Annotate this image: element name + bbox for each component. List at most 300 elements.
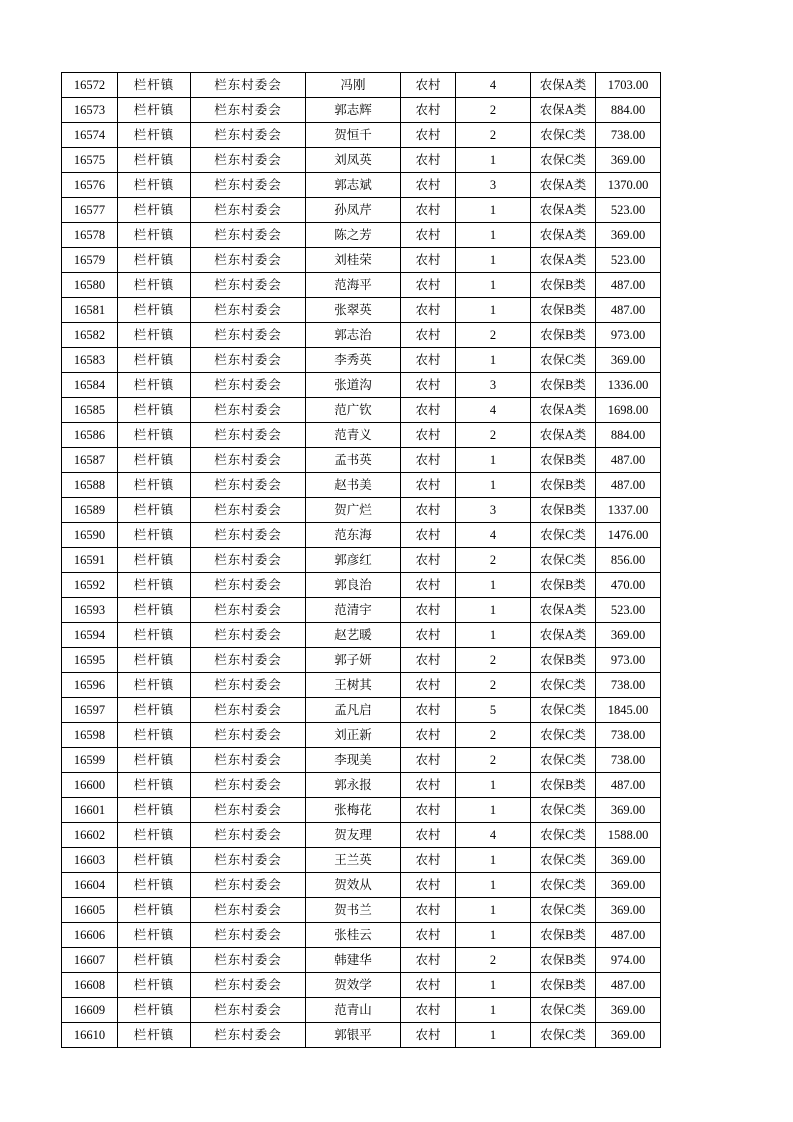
cell-person-count: 4 — [456, 823, 531, 848]
cell-town: 栏杆镇 — [118, 623, 191, 648]
cell-person-name: 郭志治 — [306, 323, 401, 348]
cell-person-name: 贺恒千 — [306, 123, 401, 148]
cell-person-name: 范海平 — [306, 273, 401, 298]
table-row — [62, 648, 661, 673]
cell-amount: 369.00 — [596, 1023, 661, 1048]
cell-village-committee: 栏东村委会 — [191, 198, 306, 223]
cell-town: 栏杆镇 — [118, 973, 191, 998]
cell-amount: 974.00 — [596, 948, 661, 973]
cell-village-committee: 栏东村委会 — [191, 298, 306, 323]
cell-insurance-category: 农保C类 — [531, 823, 596, 848]
table-body — [62, 73, 661, 1048]
cell-insurance-category: 农保C类 — [531, 673, 596, 698]
cell-amount: 1845.00 — [596, 698, 661, 723]
cell-village-committee: 栏东村委会 — [191, 373, 306, 398]
cell-town: 栏杆镇 — [118, 73, 191, 98]
cell-town: 栏杆镇 — [118, 448, 191, 473]
cell-household-type: 农村 — [401, 1023, 456, 1048]
cell-insurance-category: 农保C类 — [531, 123, 596, 148]
cell-town: 栏杆镇 — [118, 698, 191, 723]
cell-household-type: 农村 — [401, 898, 456, 923]
table-row — [62, 723, 661, 748]
cell-village-committee: 栏东村委会 — [191, 773, 306, 798]
cell-household-type: 农村 — [401, 548, 456, 573]
cell-amount: 470.00 — [596, 573, 661, 598]
cell-village-committee: 栏东村委会 — [191, 748, 306, 773]
cell-household-type: 农村 — [401, 348, 456, 373]
cell-town: 栏杆镇 — [118, 298, 191, 323]
cell-record-id: 16584 — [62, 373, 118, 398]
cell-village-committee: 栏东村委会 — [191, 498, 306, 523]
cell-household-type: 农村 — [401, 123, 456, 148]
cell-insurance-category: 农保C类 — [531, 798, 596, 823]
cell-person-count: 1 — [456, 998, 531, 1023]
table-row — [62, 173, 661, 198]
cell-record-id: 16602 — [62, 823, 118, 848]
cell-insurance-category: 农保B类 — [531, 973, 596, 998]
cell-insurance-category: 农保A类 — [531, 398, 596, 423]
cell-person-name: 范清宇 — [306, 598, 401, 623]
cell-insurance-category: 农保B类 — [531, 648, 596, 673]
cell-amount: 369.00 — [596, 998, 661, 1023]
cell-person-name: 范青义 — [306, 423, 401, 448]
cell-town: 栏杆镇 — [118, 898, 191, 923]
cell-household-type: 农村 — [401, 923, 456, 948]
cell-person-name: 孟书英 — [306, 448, 401, 473]
cell-amount: 487.00 — [596, 473, 661, 498]
cell-person-name: 王兰英 — [306, 848, 401, 873]
cell-town: 栏杆镇 — [118, 923, 191, 948]
cell-village-committee: 栏东村委会 — [191, 798, 306, 823]
cell-person-count: 1 — [456, 273, 531, 298]
cell-town: 栏杆镇 — [118, 423, 191, 448]
cell-village-committee: 栏东村委会 — [191, 648, 306, 673]
cell-person-count: 2 — [456, 548, 531, 573]
cell-town: 栏杆镇 — [118, 823, 191, 848]
cell-amount: 1476.00 — [596, 523, 661, 548]
cell-person-count: 1 — [456, 873, 531, 898]
cell-village-committee: 栏东村委会 — [191, 848, 306, 873]
cell-person-count: 4 — [456, 73, 531, 98]
cell-insurance-category: 农保B类 — [531, 498, 596, 523]
cell-person-name: 郭志辉 — [306, 98, 401, 123]
cell-record-id: 16581 — [62, 298, 118, 323]
cell-record-id: 16573 — [62, 98, 118, 123]
cell-person-name: 郭彦红 — [306, 548, 401, 573]
cell-person-name: 赵书美 — [306, 473, 401, 498]
cell-person-count: 1 — [456, 773, 531, 798]
cell-insurance-category: 农保C类 — [531, 698, 596, 723]
cell-person-count: 2 — [456, 648, 531, 673]
cell-village-committee: 栏东村委会 — [191, 98, 306, 123]
cell-town: 栏杆镇 — [118, 248, 191, 273]
cell-person-name: 贺友理 — [306, 823, 401, 848]
table-row — [62, 823, 661, 848]
cell-person-count: 2 — [456, 323, 531, 348]
cell-village-committee: 栏东村委会 — [191, 523, 306, 548]
cell-village-committee: 栏东村委会 — [191, 223, 306, 248]
cell-insurance-category: 农保A类 — [531, 98, 596, 123]
cell-record-id: 16610 — [62, 1023, 118, 1048]
table-row — [62, 398, 661, 423]
cell-person-count: 1 — [456, 473, 531, 498]
cell-insurance-category: 农保C类 — [531, 148, 596, 173]
cell-household-type: 农村 — [401, 723, 456, 748]
cell-household-type: 农村 — [401, 398, 456, 423]
cell-record-id: 16599 — [62, 748, 118, 773]
cell-amount: 1337.00 — [596, 498, 661, 523]
cell-amount: 523.00 — [596, 198, 661, 223]
cell-village-committee: 栏东村委会 — [191, 973, 306, 998]
cell-amount: 1698.00 — [596, 398, 661, 423]
cell-person-name: 孟凡启 — [306, 698, 401, 723]
cell-village-committee: 栏东村委会 — [191, 998, 306, 1023]
cell-household-type: 农村 — [401, 823, 456, 848]
cell-village-committee: 栏东村委会 — [191, 348, 306, 373]
cell-person-count: 2 — [456, 98, 531, 123]
cell-village-committee: 栏东村委会 — [191, 948, 306, 973]
cell-record-id: 16605 — [62, 898, 118, 923]
cell-person-name: 郭银平 — [306, 1023, 401, 1048]
cell-insurance-category: 农保A类 — [531, 173, 596, 198]
cell-village-committee: 栏东村委会 — [191, 573, 306, 598]
cell-town: 栏杆镇 — [118, 773, 191, 798]
cell-person-count: 1 — [456, 973, 531, 998]
cell-record-id: 16582 — [62, 323, 118, 348]
cell-town: 栏杆镇 — [118, 648, 191, 673]
cell-village-committee: 栏东村委会 — [191, 723, 306, 748]
cell-village-committee: 栏东村委会 — [191, 623, 306, 648]
cell-person-count: 1 — [456, 448, 531, 473]
table-row — [62, 923, 661, 948]
cell-insurance-category: 农保A类 — [531, 598, 596, 623]
cell-record-id: 16596 — [62, 673, 118, 698]
cell-household-type: 农村 — [401, 748, 456, 773]
cell-person-name: 刘桂荣 — [306, 248, 401, 273]
cell-insurance-category: 农保C类 — [531, 1023, 596, 1048]
cell-person-name: 韩建华 — [306, 948, 401, 973]
cell-household-type: 农村 — [401, 298, 456, 323]
cell-insurance-category: 农保C类 — [531, 723, 596, 748]
cell-record-id: 16601 — [62, 798, 118, 823]
cell-town: 栏杆镇 — [118, 548, 191, 573]
cell-town: 栏杆镇 — [118, 198, 191, 223]
table-row — [62, 873, 661, 898]
cell-person-count: 3 — [456, 373, 531, 398]
cell-record-id: 16600 — [62, 773, 118, 798]
cell-village-committee: 栏东村委会 — [191, 923, 306, 948]
cell-amount: 369.00 — [596, 223, 661, 248]
cell-person-name: 张道沟 — [306, 373, 401, 398]
cell-household-type: 农村 — [401, 573, 456, 598]
table-row — [62, 798, 661, 823]
cell-record-id: 16575 — [62, 148, 118, 173]
cell-amount: 738.00 — [596, 748, 661, 773]
cell-household-type: 农村 — [401, 673, 456, 698]
cell-insurance-category: 农保A类 — [531, 223, 596, 248]
cell-person-count: 1 — [456, 248, 531, 273]
cell-village-committee: 栏东村委会 — [191, 873, 306, 898]
cell-person-name: 赵艺暖 — [306, 623, 401, 648]
cell-person-count: 2 — [456, 123, 531, 148]
cell-person-name: 范广钦 — [306, 398, 401, 423]
cell-household-type: 农村 — [401, 848, 456, 873]
cell-person-name: 贺效从 — [306, 873, 401, 898]
cell-town: 栏杆镇 — [118, 398, 191, 423]
cell-household-type: 农村 — [401, 623, 456, 648]
cell-person-count: 1 — [456, 298, 531, 323]
cell-person-count: 1 — [456, 623, 531, 648]
cell-amount: 1588.00 — [596, 823, 661, 848]
cell-town: 栏杆镇 — [118, 173, 191, 198]
cell-household-type: 农村 — [401, 973, 456, 998]
cell-village-committee: 栏东村委会 — [191, 823, 306, 848]
table-row — [62, 848, 661, 873]
cell-town: 栏杆镇 — [118, 573, 191, 598]
cell-insurance-category: 农保B类 — [531, 448, 596, 473]
cell-person-name: 郭永报 — [306, 773, 401, 798]
cell-town: 栏杆镇 — [118, 123, 191, 148]
table-row — [62, 323, 661, 348]
cell-record-id: 16574 — [62, 123, 118, 148]
cell-insurance-category: 农保B类 — [531, 948, 596, 973]
cell-village-committee: 栏东村委会 — [191, 473, 306, 498]
table-row — [62, 273, 661, 298]
cell-person-name: 贺书兰 — [306, 898, 401, 923]
cell-household-type: 农村 — [401, 773, 456, 798]
cell-town: 栏杆镇 — [118, 223, 191, 248]
cell-household-type: 农村 — [401, 873, 456, 898]
cell-town: 栏杆镇 — [118, 473, 191, 498]
cell-village-committee: 栏东村委会 — [191, 448, 306, 473]
cell-household-type: 农村 — [401, 323, 456, 348]
cell-insurance-category: 农保C类 — [531, 898, 596, 923]
cell-amount: 487.00 — [596, 973, 661, 998]
table-row — [62, 348, 661, 373]
cell-insurance-category: 农保B类 — [531, 373, 596, 398]
cell-household-type: 农村 — [401, 273, 456, 298]
cell-amount: 738.00 — [596, 673, 661, 698]
cell-town: 栏杆镇 — [118, 348, 191, 373]
cell-record-id: 16591 — [62, 548, 118, 573]
table-row — [62, 98, 661, 123]
cell-record-id: 16594 — [62, 623, 118, 648]
cell-town: 栏杆镇 — [118, 748, 191, 773]
cell-household-type: 农村 — [401, 998, 456, 1023]
cell-person-name: 李秀英 — [306, 348, 401, 373]
table-row — [62, 198, 661, 223]
cell-amount: 369.00 — [596, 348, 661, 373]
table-row — [62, 898, 661, 923]
cell-household-type: 农村 — [401, 198, 456, 223]
cell-village-committee: 栏东村委会 — [191, 598, 306, 623]
cell-person-name: 陈之芳 — [306, 223, 401, 248]
cell-insurance-category: 农保B类 — [531, 573, 596, 598]
cell-person-count: 1 — [456, 848, 531, 873]
table-row — [62, 1023, 661, 1048]
cell-amount: 973.00 — [596, 323, 661, 348]
cell-person-name: 刘凤英 — [306, 148, 401, 173]
cell-person-count: 2 — [456, 948, 531, 973]
cell-record-id: 16593 — [62, 598, 118, 623]
cell-record-id: 16585 — [62, 398, 118, 423]
cell-town: 栏杆镇 — [118, 98, 191, 123]
cell-village-committee: 栏东村委会 — [191, 423, 306, 448]
cell-person-count: 2 — [456, 748, 531, 773]
cell-village-committee: 栏东村委会 — [191, 323, 306, 348]
table-row — [62, 473, 661, 498]
cell-insurance-category: 农保C类 — [531, 748, 596, 773]
cell-amount: 369.00 — [596, 798, 661, 823]
cell-amount: 523.00 — [596, 598, 661, 623]
cell-insurance-category: 农保C类 — [531, 998, 596, 1023]
cell-record-id: 16572 — [62, 73, 118, 98]
cell-insurance-category: 农保B类 — [531, 273, 596, 298]
cell-household-type: 农村 — [401, 148, 456, 173]
cell-household-type: 农村 — [401, 173, 456, 198]
cell-amount: 487.00 — [596, 773, 661, 798]
cell-insurance-category: 农保B类 — [531, 473, 596, 498]
cell-village-committee: 栏东村委会 — [191, 673, 306, 698]
cell-town: 栏杆镇 — [118, 948, 191, 973]
cell-town: 栏杆镇 — [118, 373, 191, 398]
cell-person-name: 郭良治 — [306, 573, 401, 598]
cell-amount: 973.00 — [596, 648, 661, 673]
table-row — [62, 548, 661, 573]
table-row — [62, 223, 661, 248]
cell-amount: 487.00 — [596, 923, 661, 948]
cell-household-type: 农村 — [401, 373, 456, 398]
cell-insurance-category: 农保C类 — [531, 873, 596, 898]
table-row — [62, 448, 661, 473]
table-row — [62, 998, 661, 1023]
cell-record-id: 16583 — [62, 348, 118, 373]
cell-town: 栏杆镇 — [118, 1023, 191, 1048]
cell-record-id: 16588 — [62, 473, 118, 498]
cell-person-count: 1 — [456, 898, 531, 923]
cell-person-count: 1 — [456, 198, 531, 223]
cell-person-count: 4 — [456, 523, 531, 548]
cell-insurance-category: 农保C类 — [531, 523, 596, 548]
table-row — [62, 698, 661, 723]
cell-amount: 523.00 — [596, 248, 661, 273]
cell-person-name: 郭志斌 — [306, 173, 401, 198]
cell-person-name: 范青山 — [306, 998, 401, 1023]
cell-village-committee: 栏东村委会 — [191, 898, 306, 923]
table-row — [62, 248, 661, 273]
cell-person-count: 1 — [456, 223, 531, 248]
cell-record-id: 16576 — [62, 173, 118, 198]
cell-village-committee: 栏东村委会 — [191, 698, 306, 723]
cell-amount: 369.00 — [596, 848, 661, 873]
cell-person-name: 张翠英 — [306, 298, 401, 323]
cell-record-id: 16592 — [62, 573, 118, 598]
cell-amount: 738.00 — [596, 723, 661, 748]
cell-town: 栏杆镇 — [118, 848, 191, 873]
cell-household-type: 农村 — [401, 98, 456, 123]
cell-person-name: 贺效学 — [306, 973, 401, 998]
cell-insurance-category: 农保C类 — [531, 848, 596, 873]
cell-insurance-category: 农保B类 — [531, 773, 596, 798]
cell-village-committee: 栏东村委会 — [191, 148, 306, 173]
cell-amount: 1336.00 — [596, 373, 661, 398]
table-row — [62, 773, 661, 798]
cell-household-type: 农村 — [401, 948, 456, 973]
cell-household-type: 农村 — [401, 523, 456, 548]
cell-record-id: 16587 — [62, 448, 118, 473]
cell-record-id: 16586 — [62, 423, 118, 448]
table-row — [62, 973, 661, 998]
cell-household-type: 农村 — [401, 598, 456, 623]
cell-insurance-category: 农保A类 — [531, 198, 596, 223]
cell-person-count: 2 — [456, 723, 531, 748]
cell-town: 栏杆镇 — [118, 148, 191, 173]
table-row — [62, 598, 661, 623]
cell-village-committee: 栏东村委会 — [191, 248, 306, 273]
cell-village-committee: 栏东村委会 — [191, 398, 306, 423]
cell-person-count: 1 — [456, 923, 531, 948]
cell-town: 栏杆镇 — [118, 873, 191, 898]
cell-record-id: 16595 — [62, 648, 118, 673]
cell-village-committee: 栏东村委会 — [191, 548, 306, 573]
cell-village-committee: 栏东村委会 — [191, 173, 306, 198]
cell-town: 栏杆镇 — [118, 723, 191, 748]
cell-insurance-category: 农保A类 — [531, 423, 596, 448]
cell-amount: 884.00 — [596, 98, 661, 123]
cell-person-count: 1 — [456, 148, 531, 173]
table-row — [62, 298, 661, 323]
cell-village-committee: 栏东村委会 — [191, 273, 306, 298]
cell-person-count: 5 — [456, 698, 531, 723]
cell-record-id: 16603 — [62, 848, 118, 873]
cell-record-id: 16579 — [62, 248, 118, 273]
cell-household-type: 农村 — [401, 223, 456, 248]
cell-household-type: 农村 — [401, 698, 456, 723]
cell-record-id: 16597 — [62, 698, 118, 723]
cell-record-id: 16580 — [62, 273, 118, 298]
cell-person-name: 刘正新 — [306, 723, 401, 748]
cell-record-id: 16608 — [62, 973, 118, 998]
cell-person-count: 3 — [456, 173, 531, 198]
cell-insurance-category: 农保B类 — [531, 298, 596, 323]
cell-household-type: 农村 — [401, 423, 456, 448]
cell-village-committee: 栏东村委会 — [191, 73, 306, 98]
cell-record-id: 16589 — [62, 498, 118, 523]
cell-amount: 856.00 — [596, 548, 661, 573]
cell-household-type: 农村 — [401, 73, 456, 98]
cell-record-id: 16578 — [62, 223, 118, 248]
cell-household-type: 农村 — [401, 448, 456, 473]
cell-person-count: 4 — [456, 398, 531, 423]
cell-record-id: 16577 — [62, 198, 118, 223]
table-row — [62, 623, 661, 648]
cell-record-id: 16606 — [62, 923, 118, 948]
cell-person-count: 2 — [456, 673, 531, 698]
cell-person-count: 2 — [456, 423, 531, 448]
cell-town: 栏杆镇 — [118, 798, 191, 823]
table-row — [62, 373, 661, 398]
cell-person-name: 贺广烂 — [306, 498, 401, 523]
cell-village-committee: 栏东村委会 — [191, 1023, 306, 1048]
cell-person-count: 1 — [456, 598, 531, 623]
cell-person-count: 1 — [456, 573, 531, 598]
cell-person-count: 3 — [456, 498, 531, 523]
cell-insurance-category: 农保C类 — [531, 548, 596, 573]
cell-person-name: 冯刚 — [306, 73, 401, 98]
cell-amount: 1703.00 — [596, 73, 661, 98]
cell-household-type: 农村 — [401, 798, 456, 823]
table-row — [62, 523, 661, 548]
